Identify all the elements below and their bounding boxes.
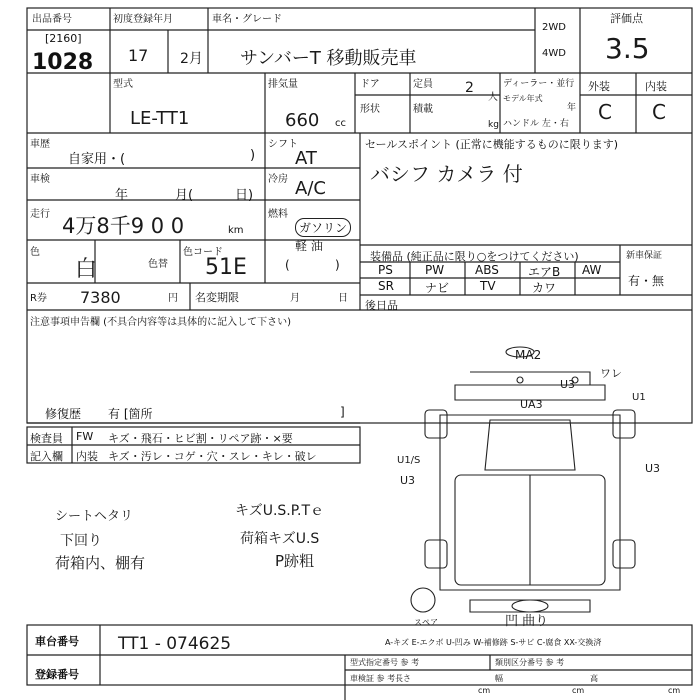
first-reg-year: 17 [128, 46, 149, 65]
fuel-gasoline: ガソリン [295, 218, 351, 237]
capacity-value: 2 [465, 80, 474, 96]
mileage-label: 走行 [30, 209, 50, 220]
drive-4wd: 4WD [542, 48, 566, 59]
color-label: 色 [30, 247, 40, 258]
equip-airbag: エアB [528, 265, 561, 279]
diagram-right-u3-note: U3 [645, 462, 661, 475]
diagram-ua3-note: UA3 [520, 398, 543, 411]
displacement-unit: cc [335, 118, 346, 129]
shift-value: AT [295, 148, 317, 169]
size-width: 幅 [495, 674, 503, 683]
car-name: サンバーT 移動販売車 [240, 48, 417, 69]
recycle-unit: 円 [168, 293, 178, 304]
exterior-grade: C [598, 100, 612, 124]
equip-navi: ナビ [425, 281, 450, 295]
inspection-month: 月( [175, 188, 194, 203]
score-value: 3.5 [605, 32, 650, 65]
expiry-month: 月 [290, 293, 300, 304]
first-reg-month: 2月 [180, 51, 203, 67]
inspector-fw: FW [76, 430, 94, 443]
class-label: 類別区分番号 参 考 [495, 658, 565, 667]
ac-label: 冷房 [268, 174, 288, 185]
color-code-label: 色コード [183, 247, 223, 258]
shift-label: シフト [268, 139, 298, 150]
note-right-2: 荷箱キズU.S [240, 531, 320, 547]
size-length: 長さ [395, 674, 411, 683]
size-length-unit: cm [478, 686, 491, 695]
load-label: 積載 [413, 104, 433, 115]
drive-2wd: 2WD [542, 22, 566, 33]
color-change-label: 色替 [148, 259, 168, 270]
door-label: ドア [360, 79, 380, 90]
inspector-row2: キズ・汚レ・コゲ・穴・スレ・キレ・破レ [108, 450, 317, 463]
equipment-label: 装備品 (純正品に限り○をつけてください) [370, 250, 579, 263]
diagram-u3a-note: U3 [560, 378, 576, 391]
inspection-day: 日) [235, 188, 254, 203]
chassis-value: TT1 - 074625 [118, 634, 232, 654]
size-width-unit: cm [572, 686, 585, 695]
equip-tv: TV [480, 279, 496, 293]
size-label: 車検証 参 考 [350, 674, 396, 683]
history-label: 車歴 [30, 139, 50, 150]
model-year-label: モデル年式 [503, 94, 543, 103]
equip-leather: カワ [532, 281, 557, 295]
diagram-bottom-note: 凹 曲り [505, 614, 549, 629]
capacity-label: 定員 [413, 79, 433, 90]
recycle-value: 7380 [80, 288, 121, 307]
inspection-label: 車検 [30, 174, 50, 185]
exterior-label: 外装 [588, 80, 610, 93]
note-right-1: キズU.S.P.Tｅ [235, 503, 325, 519]
diagram-left-a-note: U1/S [397, 455, 421, 466]
interior-grade: C [652, 100, 666, 124]
spec-label: 型式指定番号 参 考 [350, 658, 420, 667]
note-left-2: 下回り [60, 533, 102, 549]
ac-value: A/C [295, 178, 326, 199]
fuel-paren-open: ( [285, 258, 290, 272]
mileage-unit: km [228, 225, 244, 236]
inspector-label-2: 記入欄 [30, 450, 63, 463]
diagram-re-note: ワレ [600, 367, 622, 380]
lot-label: 出品番号 [32, 14, 72, 25]
mileage-value: 4万8千9 0 0 [62, 214, 185, 238]
diagram-spare-label: スペア [414, 618, 438, 627]
model-value: LE-TT1 [130, 108, 190, 129]
warranty-value: 有・無 [628, 274, 665, 288]
lot-number: 1028 [32, 50, 94, 75]
equip-abs: ABS [475, 263, 499, 277]
equip-ps: PS [378, 263, 393, 277]
model-label: 型式 [113, 79, 133, 90]
fuel-diesel: 軽 油 [295, 239, 323, 253]
color-code: 51E [205, 255, 247, 280]
size-height: 高 [590, 674, 598, 683]
chassis-label: 車台番号 [35, 635, 79, 648]
vehicle-diagram-outline [411, 347, 635, 612]
interior-label: 内装 [645, 80, 667, 93]
handle-label: ハンドル 左・右 [503, 119, 569, 129]
dealer-label: ディーラー・並行 [503, 79, 575, 89]
load-unit: kg [488, 120, 499, 130]
color-value: 白 [75, 257, 98, 282]
displacement-label: 排気量 [268, 79, 298, 90]
repair-value: 有 [箇所 [108, 407, 153, 421]
history-value: 自家用・( [68, 152, 126, 167]
diagram-left-b-note: U3 [400, 474, 416, 487]
year-unit: 年 [567, 103, 577, 113]
note-left-3: 荷箱内、棚有 [55, 554, 146, 572]
expiry-label: 名変期限 [195, 291, 239, 304]
sales-point-label: セールスポイント (正常に機能するものに限ります) [365, 138, 619, 151]
capacity-unit: 人 [488, 92, 498, 103]
repair-close: ] [340, 405, 345, 419]
diagram-top-note: MA2 [515, 348, 542, 362]
damage-legend: A-キズ E-エクボ U-凹み W-補修跡 S-サビ C-腐食 XX-交換済 [385, 638, 602, 647]
notes-label: 注意事項申告欄 (不具合内容等は具体的に記入して下さい) [30, 317, 291, 328]
registration-label: 登録番号 [35, 668, 79, 681]
equip-pw: PW [425, 263, 445, 277]
car-name-label: 車名・グレード [212, 14, 282, 25]
inspector-naiso: 内装 [76, 450, 98, 463]
size-height-unit: cm [668, 686, 681, 695]
displacement-value: 660 [285, 110, 320, 131]
note-right-3: P跡粗 [275, 552, 315, 570]
inspector-label-1: 検査員 [30, 432, 63, 445]
fuel-paren-close: ) [335, 258, 340, 272]
diagram-u1-note: U1 [632, 392, 646, 403]
history-close: ) [250, 148, 256, 163]
fuel-label: 燃料 [268, 209, 288, 220]
inspection-year: 年 [115, 188, 129, 203]
after-label: 後日品 [365, 299, 398, 312]
first-reg-label: 初度登録年月 [113, 14, 173, 25]
equip-sr: SR [378, 279, 394, 293]
recycle-label: R券 [30, 293, 47, 304]
shape-label: 形状 [360, 104, 380, 115]
lot-sub: [2160] [45, 32, 82, 45]
inspector-row1: キズ・飛石・ヒビ割・リペア跡・×要 [108, 432, 293, 445]
repair-label: 修復歴 [45, 407, 82, 421]
score-label: 評価点 [610, 12, 643, 25]
sales-point-value: バシフ カメラ 付 [370, 162, 523, 186]
new-car-label: 新車保証 [626, 251, 663, 261]
equip-aw: AW [582, 263, 602, 277]
expiry-day: 日 [338, 293, 348, 304]
note-left-1: シートヘタリ [55, 509, 134, 524]
